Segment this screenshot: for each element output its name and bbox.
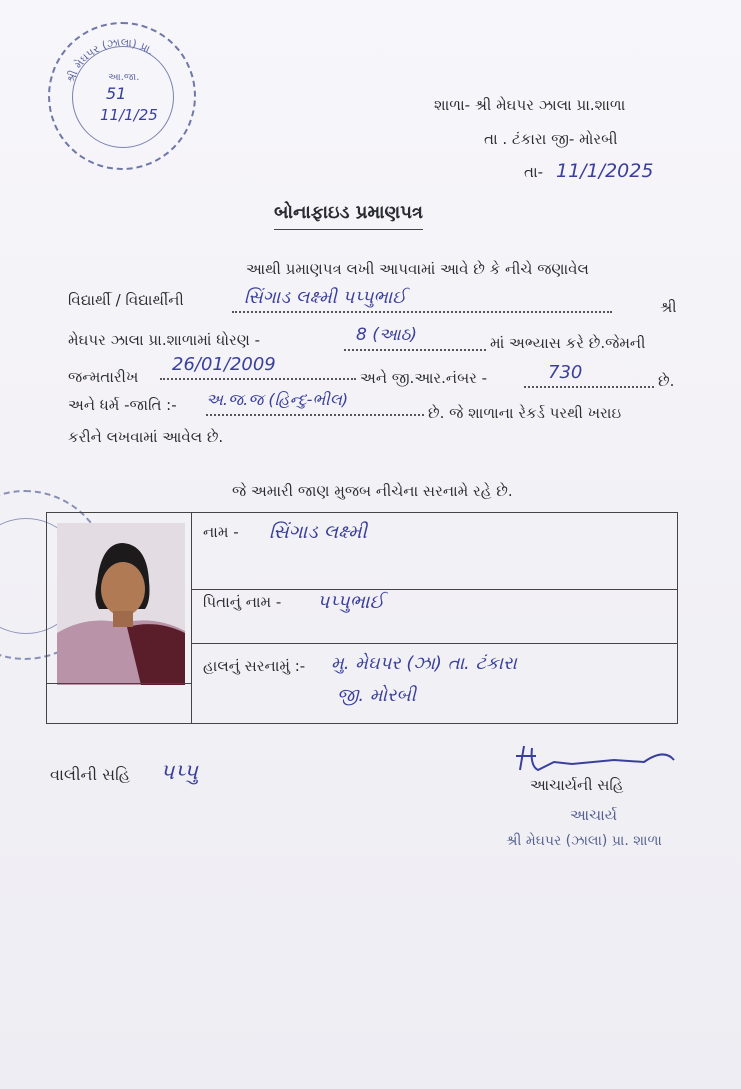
dob-value: 26/01/2009 bbox=[172, 354, 276, 375]
religion-value: અ.જ.જ (હિન્દુ-ભીલ) bbox=[206, 390, 349, 409]
name-label: નામ - bbox=[203, 523, 239, 541]
study-text: માં અભ્યાસ કરે છે.જેમની bbox=[490, 334, 646, 352]
taluka-line: તા . ટંકારા જી- મોરબી bbox=[484, 130, 618, 148]
religion-label: અને ધર્મ -જાતિ :- bbox=[68, 396, 177, 414]
religion-field bbox=[206, 390, 424, 416]
student-details-table bbox=[46, 512, 678, 724]
intro-line: આથી પ્રમાણપત્ર લખી આપવામાં આવે છે કે નીચે જણાવેલ bbox=[246, 260, 589, 278]
standard-value: 8 (આઠ) bbox=[356, 325, 418, 345]
student-name-value: સિંગાડ લક્ષ્મી પપ્પુભાઈ bbox=[244, 287, 407, 308]
guardian-signature-label: વાલીની સહિ bbox=[50, 765, 131, 784]
last-line: કરીને લખવામાં આવેલ છે. bbox=[68, 428, 224, 446]
principal-stamp-title: આચાર્ય bbox=[570, 806, 618, 824]
dob-field bbox=[160, 354, 356, 380]
guardian-signature: પપ્પુ bbox=[160, 760, 198, 785]
father-label: પિતાનું નામ - bbox=[203, 593, 282, 611]
address-value-1: મુ. મેઘપર (ઝા) તા. ટંકારા bbox=[331, 653, 517, 674]
principal-signature-label: આચાર્યની સહિ bbox=[530, 776, 624, 794]
principal-stamp-school: શ્રી મેઘપર (ઝાલા) પ્રા. શાળા bbox=[506, 833, 662, 849]
date-value: 11/1/2025 bbox=[556, 160, 654, 182]
stamp-ring-label: શ્રી મેઘપર (ઝાલા) પ્રા. bbox=[63, 35, 157, 85]
che-label: છે. bbox=[658, 372, 675, 390]
table-row-divider-1 bbox=[191, 589, 677, 590]
gr-value: 730 bbox=[548, 362, 583, 383]
photo-bottom-line bbox=[47, 683, 191, 684]
student-label: વિદ્યાર્થી / વિદ્યાર્થીની bbox=[68, 291, 184, 309]
standard-field bbox=[344, 325, 486, 351]
dob-label: જન્મતારીખ bbox=[68, 368, 139, 386]
school-text: મેઘપર ઝાલા પ્રા.શાળામાં ધોરણ - bbox=[68, 331, 261, 349]
stamp-date: 11/1/25 bbox=[100, 106, 158, 124]
address-intro: જે અમારી જાણ મુજબ નીચેના સરનામે રહે છે. bbox=[232, 482, 513, 500]
name-value: સિંગાડ લક્ષ્મી bbox=[269, 521, 367, 543]
gr-label: અને જી.આર.નંબર - bbox=[360, 369, 488, 387]
table-row-divider-2 bbox=[191, 643, 677, 644]
school-round-stamp bbox=[48, 22, 196, 170]
school-line: શાળા- શ્રી મેઘપર ઝાલા પ્રા.શાળા bbox=[434, 96, 626, 114]
date-label: તા- bbox=[524, 163, 544, 181]
table-divider bbox=[191, 513, 192, 723]
address-label: હાલનું સરનામું :- bbox=[203, 657, 306, 675]
certificate-title: બોનાફાઇડ પ્રમાણપત્ર bbox=[274, 202, 423, 230]
father-value: પપ્પુભાઈ bbox=[317, 591, 385, 613]
stamp-number: 51 bbox=[106, 84, 127, 103]
religion-tail: છે. જે શાળાના રેકર્ડ પરથી ખરાઇ bbox=[428, 404, 622, 422]
address-value-2: જી. મોરબી bbox=[337, 685, 416, 706]
gr-field bbox=[524, 362, 654, 388]
stamp-no-label: આ.જા. bbox=[108, 72, 140, 83]
student-photo-graphic bbox=[57, 523, 185, 685]
student-name-field bbox=[232, 287, 612, 313]
shri-label: શ્રી bbox=[660, 298, 677, 316]
student-photo bbox=[57, 523, 185, 685]
